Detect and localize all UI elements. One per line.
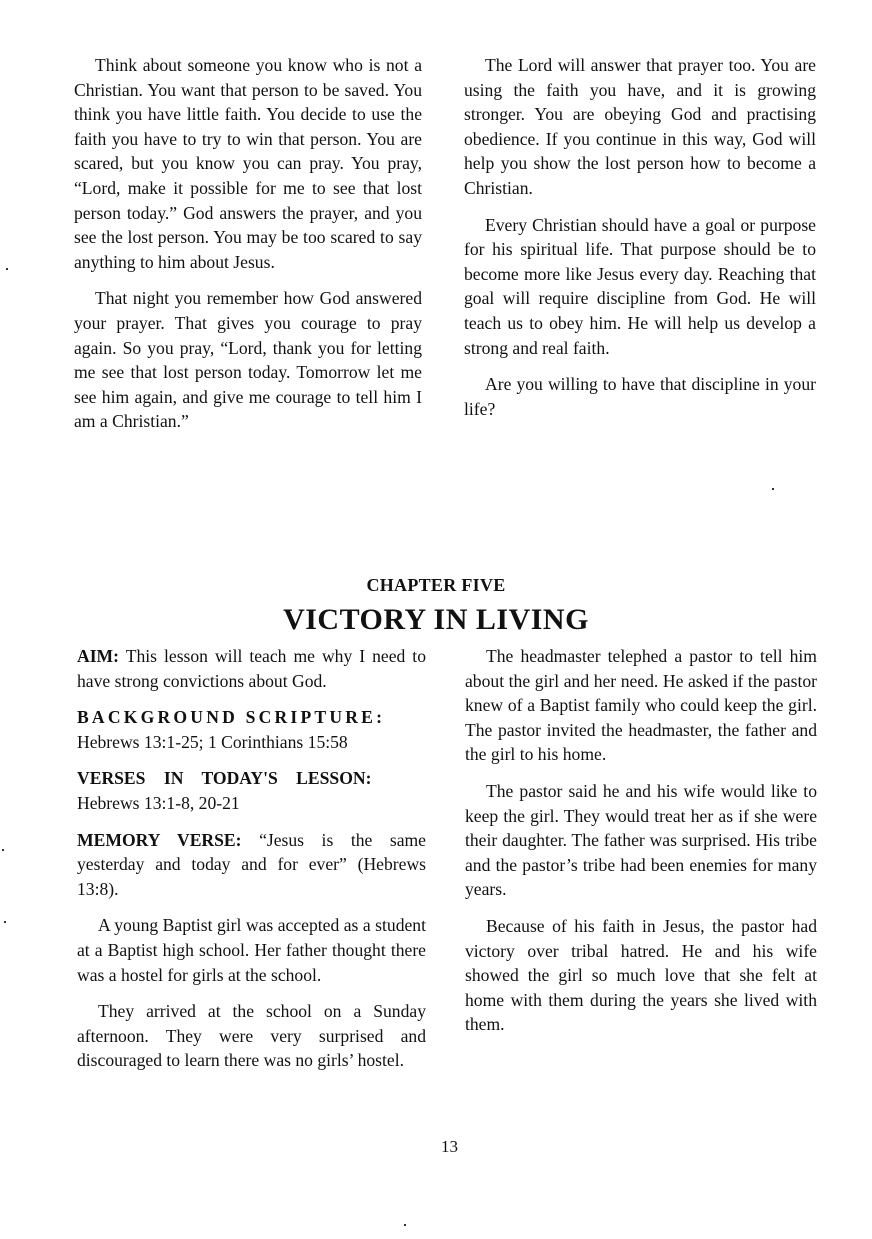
memory-verse-label: MEMORY VERSE: [77, 829, 242, 850]
memory-verse-text: “Jesus is the same yesterday and today and for ever” (Hebrews 13:8). [77, 829, 426, 899]
background-scripture-block [77, 705, 426, 754]
verses-text: Hebrews 13:1-8, 20-21 [77, 792, 240, 813]
paragraph: Because of his faith in Jesus, the pastor had victory over tribal hatred. He and his wife showed the girl so much love that she felt at home with them during the years she lived with them. [465, 915, 817, 1035]
aim-text: This lesson will teach me why I need to have strong convictions about God. [77, 646, 426, 691]
chapter-title: VICTORY IN LIVING [283, 603, 589, 636]
background-scripture-text: Hebrews 13:1-25; 1 Corinthians 15:58 [77, 731, 348, 752]
paragraph: They arrived at the school on a Sunday afternoon. They were very surprised and discouraged to learn there was no girls’ hostel. [77, 1001, 426, 1071]
paragraph: The pastor said he and his wife would like to keep the girl. They would treat her as if she were their daughter. The father was surprised. His tribe and the pastor’s tribe had been enemies for many years. [465, 780, 817, 900]
background-scripture-label: BACKGROUND SCRIPTURE: [77, 707, 386, 728]
verses-label: VERSES IN TODAY'S LESSON: [77, 768, 372, 789]
chapter-label: CHAPTER FIVE [366, 575, 506, 595]
aim-label: AIM: [77, 646, 120, 666]
paragraph: A young Baptist girl was accepted as a student at a Baptist high school. Her father thought there was a hostel for girls at the school. [77, 915, 426, 985]
verses-block [77, 766, 426, 815]
paragraph: That night you remember how God answered your prayer. That gives you courage to pray again. So you pray, “Lord, thank you for letting me see that lost person today. Tomorrow let me see him again, and give me courage to tell him I am a Christian.” [74, 288, 422, 432]
top-left-column [74, 53, 422, 446]
scan-speck [404, 1224, 406, 1226]
page-number: 13 [441, 1137, 458, 1156]
bottom-right-column [465, 644, 817, 1049]
memory-verse-block [77, 828, 426, 902]
paragraph: The headmaster telephed a pastor to tell him about the girl and her need. He asked if the pastor knew of a Baptist family who could keep the girl. The pastor invited the headmaster, the father and the girl to his home. [465, 646, 817, 765]
paragraph: The Lord will answer that prayer too. You are using the faith you have, and it is growing stronger. You are obeying God and practising obedience. If you continue in this way, God will help you show the lost person how to become a Christian. [464, 55, 816, 198]
aim-block [77, 644, 426, 693]
paragraph: Are you willing to have that discipline in your life? [464, 374, 816, 419]
paragraph: Every Christian should have a goal or purpose for his spiritual life. That purpose should be to become more like Jesus every day. Reaching that goal will require discipline from God. He will teach us to obey him. He will help us develop a strong and real faith. [464, 214, 816, 358]
paragraph: Think about someone you know who is not a Christian. You want that person to be saved. You think you have little faith. You decide to use the faith you have to try to win that person. You are scared, but you know you can pray. You pray, “Lord, make it possible for me to see that lost person today.” God answers the prayer, and you see the lost person. You may be too scared to say anything to him about Jesus. [74, 55, 422, 272]
bottom-left-column [77, 644, 426, 1085]
scan-speck [2, 849, 4, 851]
scan-speck [6, 268, 8, 270]
top-right-column [464, 53, 816, 433]
scan-speck [772, 488, 774, 490]
scan-speck [4, 921, 6, 923]
